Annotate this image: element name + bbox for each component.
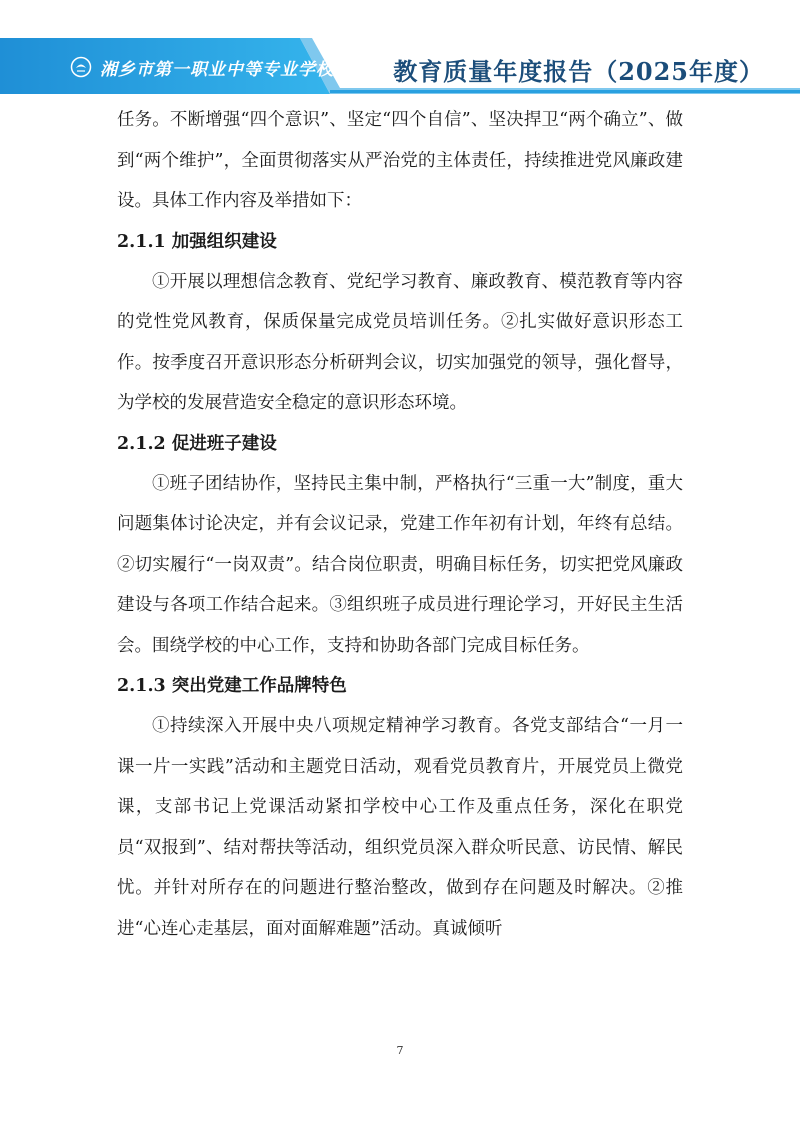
report-title: 教育质量年度报告（2025年度） xyxy=(393,57,764,86)
intro-paragraph: 任务。不断增强“四个意识”、坚定“四个自信”、坚决捍卫“两个确立”、做到“两个维护”，全面贯彻落实从严治党的主体责任，持续推进党风廉政建设。具体工作内容及举措如下： xyxy=(117,110,683,211)
section-heading-2-1-3: 2.1.3 突出党建工作品牌特色 xyxy=(117,676,347,696)
section-paragraph-2-1-2: ①班子团结协作，坚持民主集中制，严格执行“三重一大”制度，重大问题集体讨论决定，并有会议记录，党建工作年初有计划，年终有总结。②切实履行“一岗双责”。结合岗位职责，明确目标任务，切实把党风廉政建设与各项工作结合起来。③组织班子成员进行理论学习，开好民主生活会。围绕学校的中心工作，支持和协助各部门完成目标任务。 xyxy=(117,473,683,656)
school-name-block xyxy=(70,52,334,82)
section-heading-2-1-1: 2.1.1 加强组织建设 xyxy=(117,231,277,252)
document-body xyxy=(117,100,683,949)
page-number: 7 xyxy=(396,1044,404,1057)
section-heading-2-1-2: 2.1.2 促进班子建设 xyxy=(117,433,277,454)
school-logo-icon xyxy=(70,56,92,78)
school-name: 湘乡市第一职业中等专业学校 xyxy=(100,59,334,80)
section-paragraph-2-1-1: ①开展以理想信念教育、党纪学习教育、廉政教育、模范教育等内容的党性党风教育，保质保量完成党员培训任务。②扎实做好意识形态工作。按季度召开意识形态分析研判会议，切实加强党的领导，强化督导，为学校的发展营造安全稳定的意识形态环境。 xyxy=(117,271,683,413)
page-header xyxy=(0,0,800,100)
section-paragraph-2-1-3: ①持续深入开展中央八项规定精神学习教育。各党支部结合“一月一课一片一实践”活动和主题党日活动，观看党员教育片，开展党员上微党课，支部书记上党课活动紧扣学校中心工作及重点任务，深化在职党员“双报到”、结对帮扶等活动，组织党员深入群众听民意、访民情、解民忧。并针对所存在的问题进行整治整改，做到存在问题及时解决。②推进“心连心走基层，面对面解难题”活动。真诚倾听 xyxy=(117,716,683,939)
